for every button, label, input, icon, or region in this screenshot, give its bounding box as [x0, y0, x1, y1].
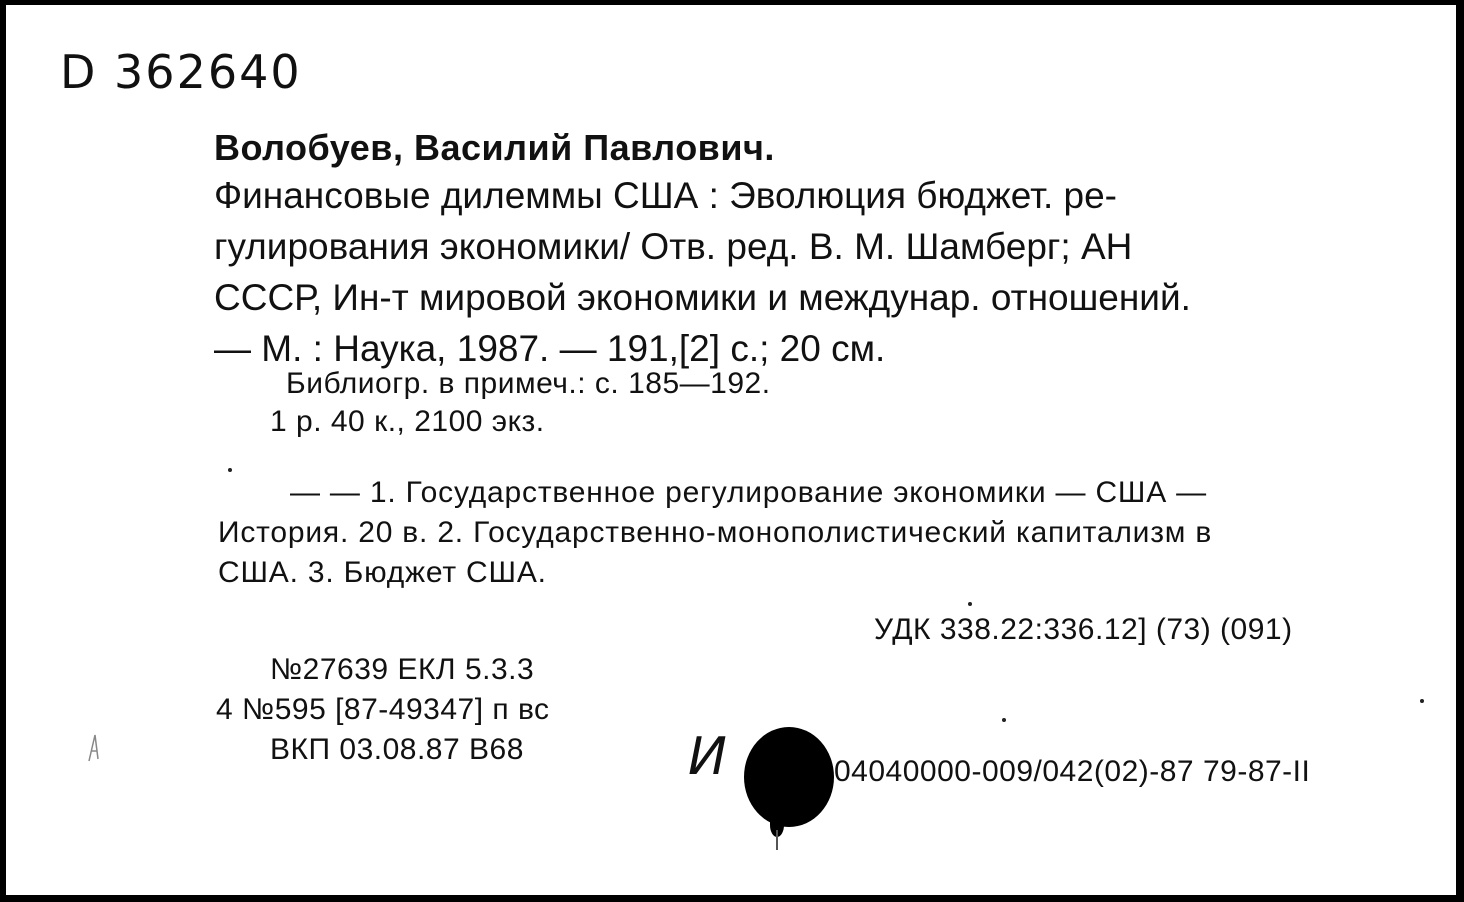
subject-line: — — 1. Государственное регулирование экономики — США —: [290, 476, 1207, 509]
pencil-mark: [86, 729, 102, 769]
ink-speck: [228, 468, 232, 472]
ink-blot: [744, 727, 834, 827]
subject-line: США. 3. Бюджет США.: [218, 556, 547, 589]
price-and-print-run: 1 р. 40 к., 2100 экз.: [270, 405, 545, 438]
catalog-card: [6, 5, 1456, 895]
registration-line: 4 №595 [87-49347] п вс: [216, 693, 550, 726]
subject-line: История. 20 в. 2. Государственно-монополистический капитализм в: [218, 516, 1213, 549]
description-line: СССР, Ин-т мировой экономики и междунар. отношений.: [214, 277, 1191, 318]
handwritten-initials: И: [688, 727, 727, 787]
registration-block: [216, 650, 550, 770]
ink-speck: [1002, 718, 1006, 722]
subject-headings: [218, 473, 1212, 593]
registration-line: №27639 ЕКЛ 5.3.3: [270, 653, 535, 686]
bibliographic-description: [214, 170, 1191, 374]
udk-classification: УДК 338.22:336.12] (73) (091): [874, 613, 1293, 646]
description-line: гулирования экономики/ Отв. ред. В. М. Шамберг; АН: [214, 226, 1133, 267]
classification-code: 04040000-009/042(02)-87 79-87-II: [834, 755, 1311, 788]
description-line: — М. : Наука, 1987. — 191,[2] с.; 20 см.: [214, 328, 886, 369]
ink-blot-trail: [776, 830, 778, 850]
author-heading: Волобуев, Василий Павлович.: [214, 127, 775, 168]
description-line: Финансовые дилеммы США : Эволюция бюджет. ре-: [214, 175, 1117, 216]
shelfmark: D 362640: [60, 45, 302, 99]
registration-line: ВКП 03.08.87 В68: [270, 733, 524, 766]
ink-speck: [1420, 699, 1424, 703]
bibliography-note: Библиогр. в примеч.: с. 185—192.: [286, 367, 771, 400]
ink-speck: [968, 602, 972, 606]
